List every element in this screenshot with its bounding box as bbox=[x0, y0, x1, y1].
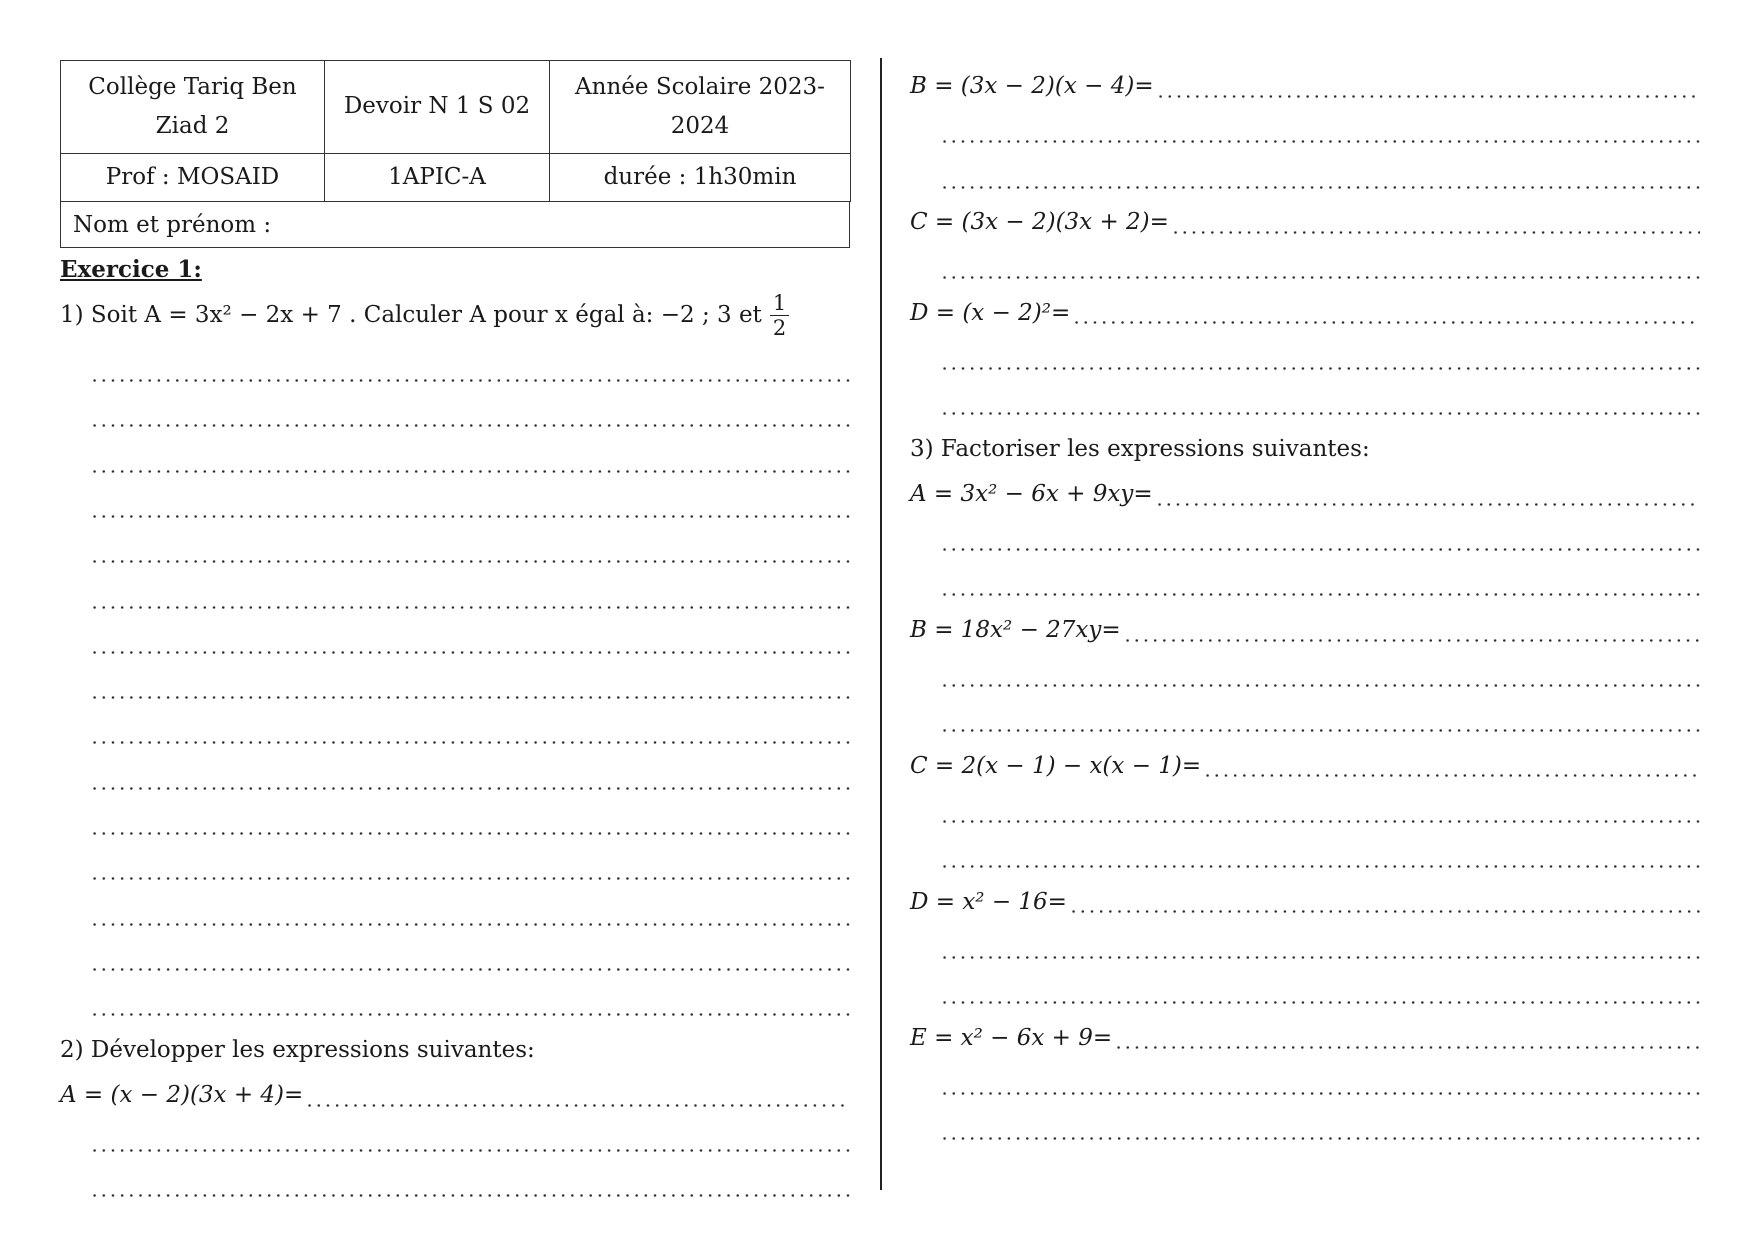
answer-line[interactable] bbox=[910, 377, 1700, 422]
answer-line[interactable] bbox=[1154, 60, 1700, 105]
answer-line[interactable] bbox=[910, 830, 1700, 875]
develop-expression-2 bbox=[910, 196, 1700, 241]
answer-line[interactable] bbox=[60, 435, 850, 480]
answer-line[interactable] bbox=[60, 978, 850, 1023]
expression-label: B = (3x − 2)(x − 4)= bbox=[910, 73, 1154, 100]
answer-line[interactable] bbox=[910, 694, 1700, 739]
expression-label: D = (x − 2)²= bbox=[910, 299, 1071, 326]
right-column bbox=[910, 60, 1700, 1147]
answer-line[interactable] bbox=[910, 151, 1700, 196]
answer-line[interactable] bbox=[910, 1102, 1700, 1147]
expression-label: C = (3x − 2)(3x + 2)= bbox=[910, 209, 1169, 236]
student-name-label: Nom et prénom : bbox=[73, 212, 272, 239]
answer-line[interactable] bbox=[60, 752, 850, 797]
factor-expression-2 bbox=[910, 739, 1700, 784]
factor-expression-4 bbox=[910, 1011, 1700, 1056]
factor-expression-3 bbox=[910, 875, 1700, 920]
exercise-title: Exercice 1: bbox=[60, 256, 202, 284]
develop-expression-1 bbox=[910, 60, 1700, 105]
question-1-answer-lines bbox=[60, 344, 850, 1023]
factor-expression-0 bbox=[910, 468, 1700, 513]
question-1 bbox=[60, 286, 850, 344]
answer-line[interactable] bbox=[60, 933, 850, 978]
question-3 bbox=[910, 422, 1700, 467]
answer-line[interactable] bbox=[60, 706, 850, 751]
expression-label: E = x² − 6x + 9= bbox=[910, 1024, 1113, 1051]
answer-line[interactable] bbox=[910, 332, 1700, 377]
answer-line[interactable] bbox=[60, 842, 850, 887]
answer-line[interactable] bbox=[910, 966, 1700, 1011]
factor-expression-1 bbox=[910, 604, 1700, 649]
answer-line[interactable] bbox=[1169, 196, 1700, 241]
expression-label: A = (x − 2)(3x + 4)= bbox=[60, 1082, 304, 1109]
answer-line[interactable] bbox=[910, 921, 1700, 966]
expression-label: C = 2(x − 1) − x(x − 1)= bbox=[910, 752, 1202, 779]
develop-expression-0 bbox=[60, 1069, 850, 1114]
answer-line[interactable] bbox=[1112, 1011, 1700, 1056]
question-2 bbox=[60, 1024, 850, 1069]
question-2-text: 2) Développer les expressions suivantes: bbox=[60, 1036, 535, 1063]
answer-line[interactable] bbox=[910, 1057, 1700, 1102]
answer-line[interactable] bbox=[60, 797, 850, 842]
exam-title: Devoir N 1 S 02 bbox=[325, 61, 550, 154]
fraction-denominator: 2 bbox=[772, 315, 787, 340]
answer-line[interactable] bbox=[910, 558, 1700, 603]
student-name-box[interactable] bbox=[60, 202, 850, 248]
school-name: Collège Tariq Ben Ziad 2 bbox=[61, 61, 325, 154]
expression-label: A = 3x² − 6x + 9xy= bbox=[910, 480, 1153, 507]
answer-line[interactable] bbox=[910, 785, 1700, 830]
answer-line[interactable] bbox=[60, 616, 850, 661]
left-column bbox=[60, 60, 850, 1205]
answer-line[interactable] bbox=[1067, 875, 1700, 920]
answer-line[interactable] bbox=[60, 571, 850, 616]
question-3-items bbox=[910, 468, 1700, 1147]
answer-line[interactable] bbox=[1121, 604, 1700, 649]
expression-label: B = 18x² − 27xy= bbox=[910, 616, 1121, 643]
teacher-name: Prof : MOSAID bbox=[61, 154, 325, 202]
answer-line[interactable] bbox=[60, 525, 850, 570]
answer-line[interactable] bbox=[1201, 739, 1700, 784]
question-1-text: 1) Soit A = 3x² − 2x + 7 . Calculer A pour x égal à: −2 ; 3 et bbox=[60, 302, 762, 329]
question-3-text: 3) Factoriser les expressions suivantes: bbox=[910, 435, 1370, 462]
answer-line[interactable] bbox=[60, 480, 850, 525]
answer-line[interactable] bbox=[60, 1159, 850, 1204]
answer-line[interactable] bbox=[1070, 286, 1700, 331]
answer-line[interactable] bbox=[910, 649, 1700, 694]
answer-line[interactable] bbox=[60, 661, 850, 706]
answer-line[interactable] bbox=[60, 888, 850, 933]
column-divider bbox=[880, 58, 882, 1190]
school-year: Année Scolaire 2023-2024 bbox=[550, 61, 851, 154]
develop-expression-3 bbox=[910, 286, 1700, 331]
answer-line[interactable] bbox=[60, 1114, 850, 1159]
answer-line[interactable] bbox=[910, 513, 1700, 558]
answer-line[interactable] bbox=[60, 389, 850, 434]
fraction-one-half bbox=[770, 291, 789, 340]
answer-line[interactable] bbox=[60, 344, 850, 389]
question-2-items-right bbox=[910, 60, 1700, 422]
expression-label: D = x² − 16= bbox=[910, 888, 1067, 915]
question-2-items-left bbox=[60, 1069, 850, 1205]
exam-duration: durée : 1h30min bbox=[550, 154, 851, 202]
class-name: 1APIC-A bbox=[325, 154, 550, 202]
answer-line[interactable] bbox=[910, 241, 1700, 286]
answer-line[interactable] bbox=[1153, 468, 1700, 513]
answer-line[interactable] bbox=[303, 1069, 850, 1114]
fraction-numerator: 1 bbox=[770, 291, 789, 316]
header-table bbox=[60, 60, 851, 202]
answer-line[interactable] bbox=[910, 105, 1700, 150]
